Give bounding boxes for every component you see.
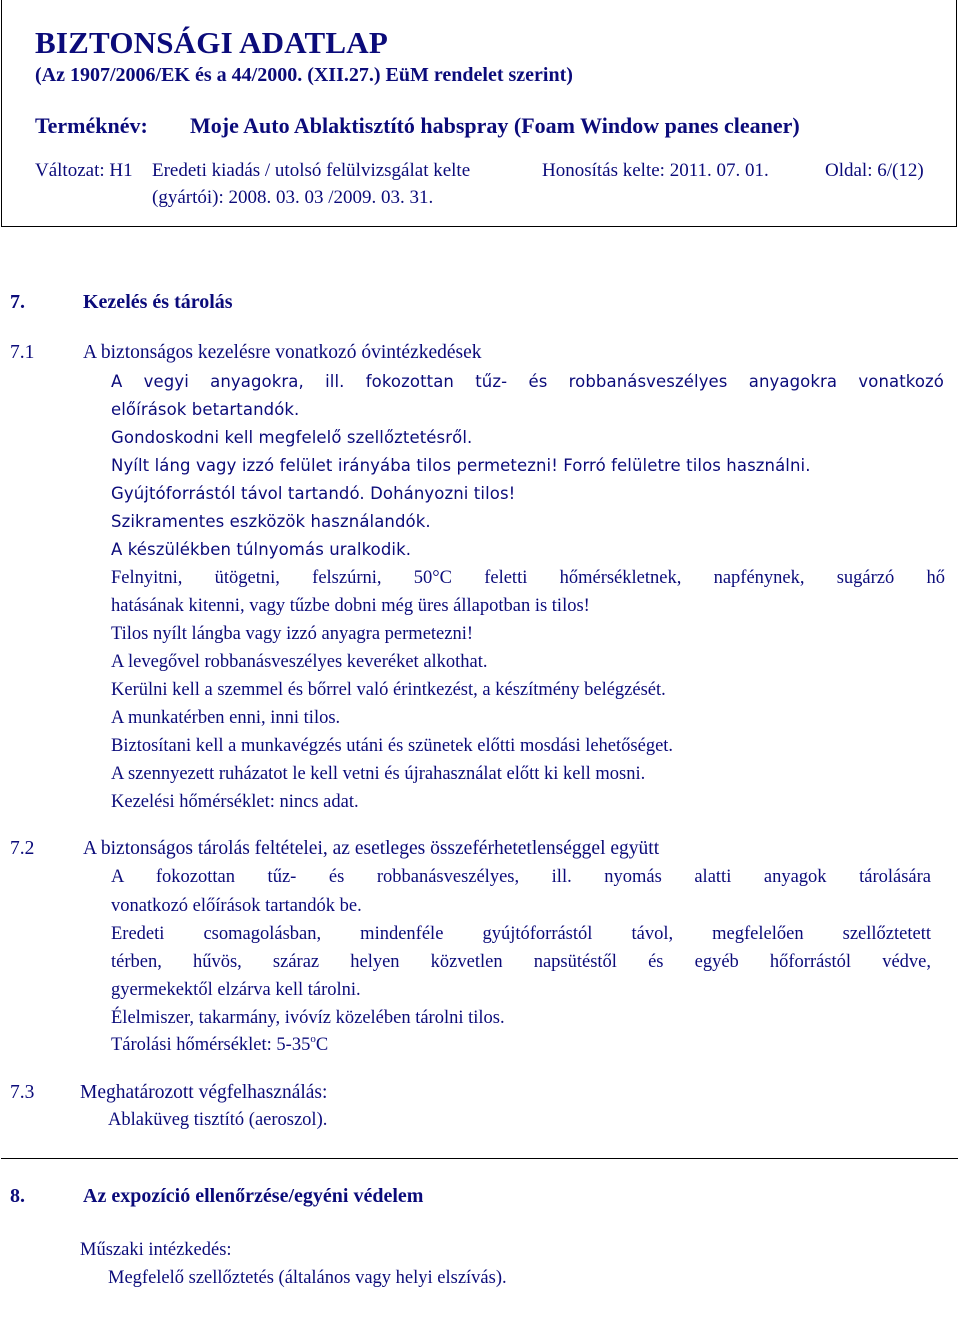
version: Változat: H1: [35, 160, 133, 181]
s71-line-7: A készülékben túlnyomás uralkodik.: [111, 540, 412, 559]
degree-sign: o: [310, 1033, 316, 1045]
product-label: Terméknév:: [35, 113, 148, 138]
subsection-7-2-heading: [10, 838, 659, 860]
s72-line-5: gyermekektől elzárva kell tárolni.: [111, 980, 361, 1000]
storage-temp-prefix: Tárolási hőmérséklet: 5-35: [111, 1035, 311, 1055]
product-name: Moje Auto Ablaktisztító habspray (Foam Window panes cleaner): [190, 113, 800, 138]
s72-line-2: vonatkozó előírások tartandók be.: [111, 896, 362, 916]
subsection-7-3-title: Meghatározott végfelhasználás:: [80, 1082, 328, 1103]
s71-line-14: Biztosítani kell a munkavégzés utáni és szünetek előtti mosdási lehetőséget.: [111, 736, 674, 756]
s71-line-5: Gyújtóforrástól távol tartandó. Dohányozni tilos!: [111, 484, 516, 503]
original-issue-label: Eredeti kiadás / utolsó felülvizsgálat kelte: [152, 160, 471, 181]
section-8-heading: [10, 1185, 423, 1208]
subsection-7-2-number: 7.2: [10, 838, 35, 859]
subsection-7-1-number: 7.1: [10, 342, 35, 363]
s71-line-1: A vegyi anyagokra, ill. fokozottan tűz- és robbanásveszélyes anyagokra vonatkozó: [111, 372, 944, 391]
storage-temp-suffix: C: [315, 1035, 329, 1055]
s73-value: Ablaküveg tisztító (aeroszol).: [108, 1110, 328, 1130]
regulation-reference: (Az 1907/2006/EK és a 44/2000. (XII.27.) EüM rendelet szerint): [35, 64, 573, 86]
document-title: BIZTONSÁGI ADATLAP: [35, 25, 389, 60]
original-issue-value: (gyártói): 2008. 03. 03 /2009. 03. 31.: [152, 187, 434, 208]
section-7-title: Kezelés és tárolás: [83, 291, 233, 313]
document-header: [1, 0, 957, 227]
s71-line-16: Kezelési hőmérséklet: nincs adat.: [111, 792, 359, 812]
storage-temperature: [111, 1035, 328, 1056]
technical-measures-value: Megfelelő szellőztetés (általános vagy helyi elszívás).: [108, 1268, 507, 1288]
section-8-title: Az expozíció ellenőrzése/egyéni védelem: [83, 1185, 424, 1207]
s71-line-13: A munkatérben enni, inni tilos.: [111, 708, 341, 728]
s71-line-10: Tilos nyílt lángba vagy izzó anyagra permetezni!: [111, 624, 474, 644]
localization-date: Honosítás kelte: 2011. 07. 01.: [542, 160, 769, 181]
section-divider: [1, 1158, 958, 1159]
s71-line-12: Kerülni kell a szemmel és bőrrel való érintkezést, a készítmény belégzését.: [111, 680, 666, 700]
subsection-7-1-title: A biztonságos kezelésre vonatkozó óvintézkedések: [83, 342, 482, 363]
s72-line-6: Élelmiszer, takarmány, ivóvíz közelében tárolni tilos.: [111, 1008, 505, 1028]
s71-line-6: Szikramentes eszközök használandók.: [111, 512, 431, 531]
s71-line-11: A levegővel robbanásveszélyes keveréket alkothat.: [111, 652, 488, 672]
s71-line-15: A szennyezett ruházatot le kell vetni és újrahasználat előtt ki kell mosni.: [111, 764, 646, 784]
section-7-number: 7.: [10, 291, 25, 313]
s71-line-3: Gondoskodni kell megfelelő szellőztetésről.: [111, 428, 473, 447]
s72-line-4: térben, hűvös, száraz helyen közvetlen napsütéstől és egyéb hőforrástól védve,: [111, 952, 931, 972]
subsection-7-1-heading: [10, 342, 482, 364]
page-number: Oldal: 6/(12): [825, 160, 924, 181]
s71-line-2: előírások betartandók.: [111, 400, 300, 419]
s72-line-3: Eredeti csomagolásban, mindenféle gyújtóforrástól távol, megfelelően szellőztetett: [111, 924, 931, 944]
product-line: [35, 113, 800, 139]
s71-line-8: Felnyitni, ütögetni, felszúrni, 50°C feletti hőmérsékletnek, napfénynek, sugárzó hő: [111, 568, 945, 588]
s71-line-4: Nyílt láng vagy izzó felület irányába tilos permetezni! Forró felületre tilos használni.: [111, 456, 811, 475]
subsection-7-3-number: 7.3: [10, 1082, 35, 1103]
technical-measures-label: Műszaki intézkedés:: [80, 1240, 232, 1260]
s71-line-9: hatásának kitenni, vagy tűzbe dobni még üres állapotban is tilos!: [111, 596, 590, 616]
subsection-7-3-heading: [10, 1082, 327, 1104]
section-7-heading: [10, 291, 233, 314]
s72-line-1: A fokozottan tűz- és robbanásveszélyes, ill. nyomás alatti anyagok tárolására: [111, 867, 931, 887]
subsection-7-2-title: A biztonságos tárolás feltételei, az esetleges összeférhetetlenséggel együtt: [83, 838, 660, 859]
section-8-number: 8.: [10, 1185, 25, 1207]
